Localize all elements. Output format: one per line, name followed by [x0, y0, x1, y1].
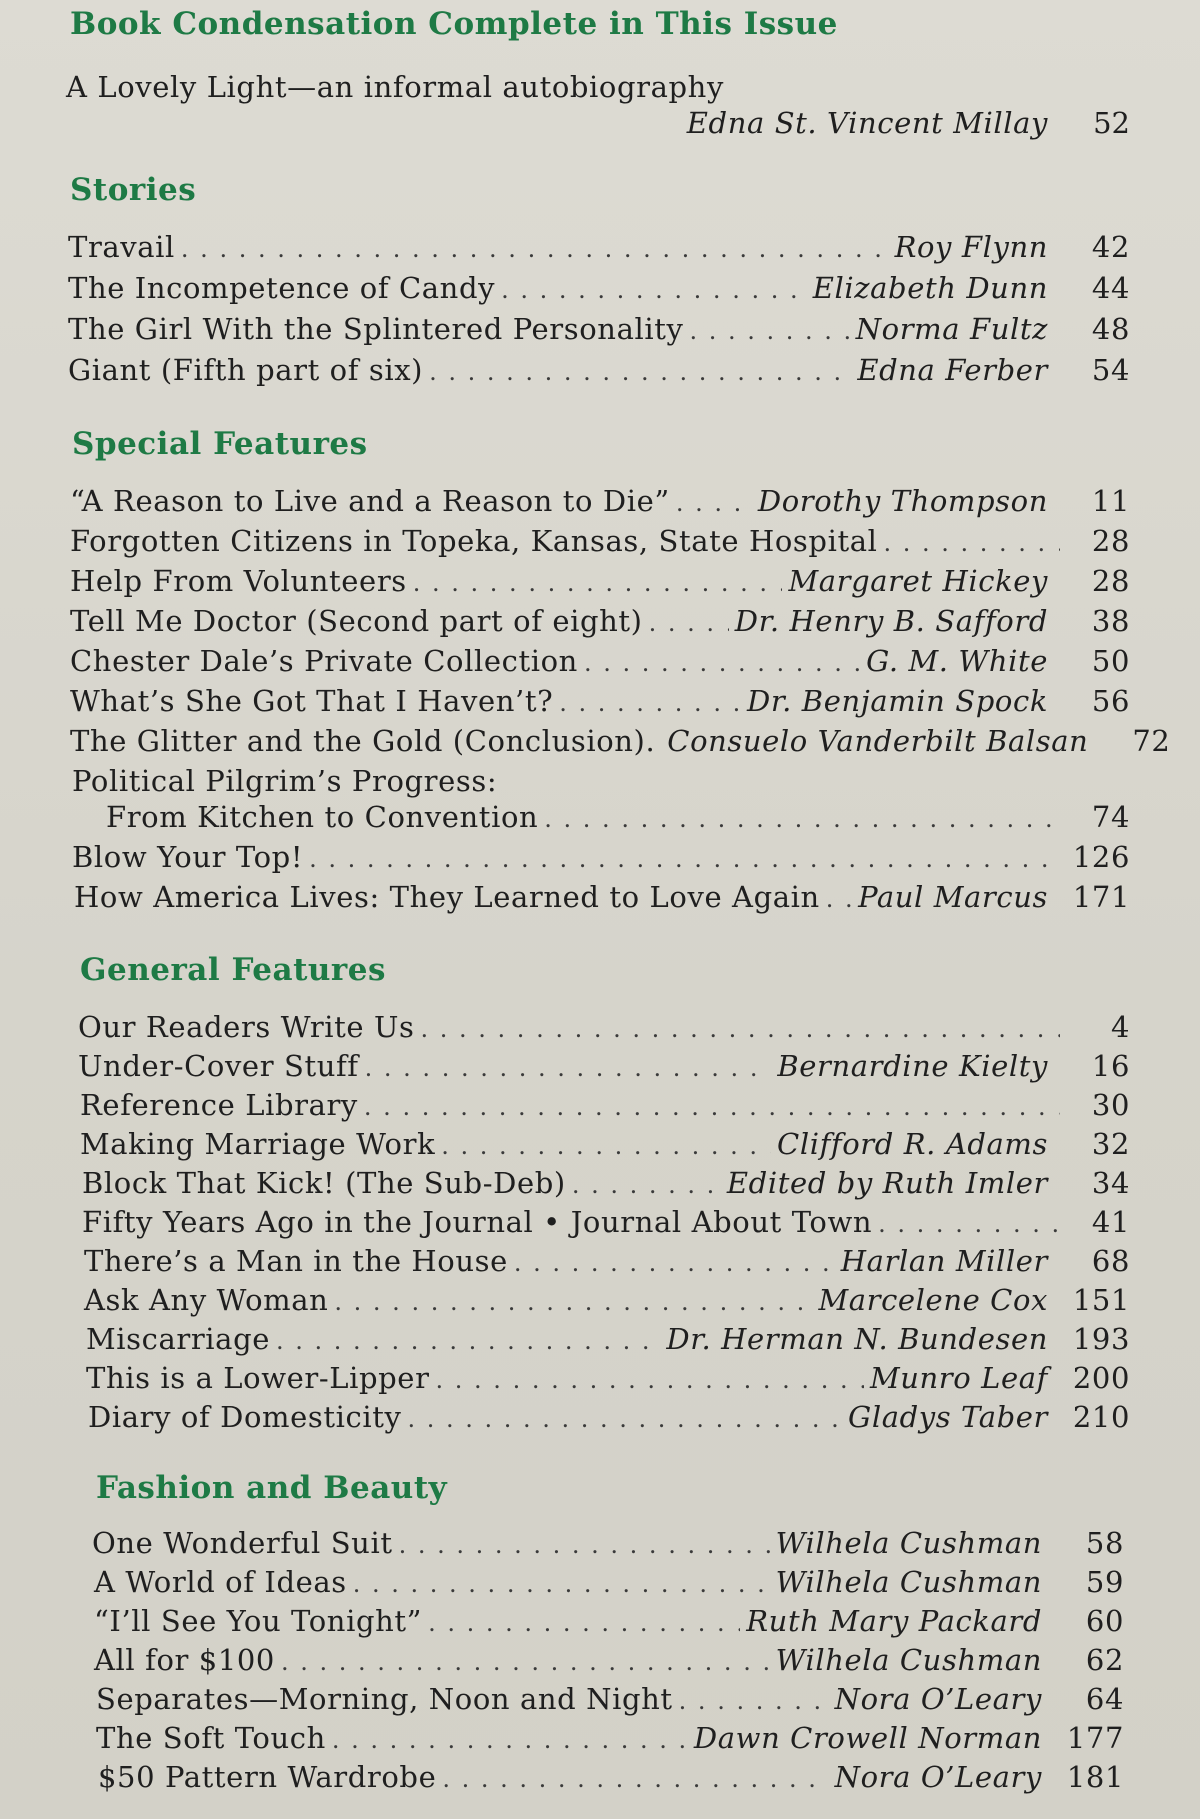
toc-entry-author: Munro Leaf [869, 1361, 1048, 1395]
toc-entry-page: 52 [1093, 106, 1130, 140]
dot-leader [878, 1210, 1060, 1238]
toc-entry-page: 54 [1091, 353, 1130, 387]
section-heading: General Features [80, 952, 386, 988]
toc-entry[interactable] [68, 230, 1130, 264]
toc-entry-title: “A Reason to Live and a Reason to Die” [70, 484, 670, 518]
toc-entry-author: Dawn Crowell Norman [693, 1721, 1042, 1755]
dot-leader [399, 1531, 770, 1559]
toc-entry[interactable] [80, 1127, 1130, 1161]
dot-leader [679, 1687, 829, 1715]
toc-entry-page: 28 [1091, 564, 1130, 598]
dot-leader [281, 1648, 770, 1676]
toc-entry-page: 32 [1091, 1127, 1130, 1161]
toc-entry-page: 28 [1091, 524, 1130, 558]
section-heading: Stories [70, 172, 197, 208]
toc-entry-title: One Wonderful Suit [92, 1526, 393, 1560]
toc-entry[interactable] [72, 840, 1130, 874]
toc-entry-title: Fifty Years Ago in the Journal • Journal About Town [82, 1205, 873, 1239]
dot-leader [334, 1288, 812, 1316]
dot-leader [559, 689, 741, 717]
toc-entry-title: Forgotten Citizens in Topeka, Kansas, State Hospital [70, 524, 878, 558]
toc-entry-author: Edna St. Vincent Millay [686, 106, 1048, 140]
dot-leader [826, 885, 852, 913]
section-heading: Special Features [72, 426, 368, 462]
dot-leader [676, 489, 752, 517]
toc-entry-title: Making Marriage Work [80, 1127, 436, 1161]
toc-entry-author: Elizabeth Dunn [812, 271, 1048, 305]
toc-entry-title: Travail [68, 230, 175, 264]
toc-entry-page: 193 [1072, 1322, 1130, 1356]
toc-entry[interactable] [68, 353, 1130, 387]
toc-entry[interactable] [70, 684, 1130, 718]
toc-entry-author: Clifford R. Adams [777, 1127, 1048, 1161]
toc-entry[interactable] [84, 1244, 1130, 1278]
toc-entry[interactable] [96, 1721, 1124, 1755]
dot-leader [429, 358, 851, 386]
toc-entry-title: This is a Lower-Lipper [86, 1361, 430, 1395]
dot-leader [883, 529, 1060, 557]
section-heading: Book Condensation Complete in This Issue [70, 6, 838, 42]
dot-leader [421, 1015, 1060, 1043]
dot-leader [413, 569, 783, 597]
toc-entry[interactable] [70, 484, 1130, 518]
toc-entry-page: 59 [1085, 1565, 1124, 1599]
toc-entry[interactable] [94, 1604, 1124, 1638]
toc-entry[interactable] [68, 271, 1130, 305]
toc-entry-page: 30 [1091, 1088, 1130, 1122]
toc-entry-title: Giant (Fifth part of six) [68, 353, 424, 387]
toc-entry-title: Our Readers Write Us [78, 1010, 415, 1044]
toc-entry[interactable] [80, 1088, 1130, 1122]
dot-leader [309, 845, 1060, 873]
toc-entry-page: 72 [1132, 724, 1171, 758]
toc-entry-title: Diary of Domesticity [88, 1400, 402, 1434]
toc-entry[interactable] [74, 880, 1130, 914]
toc-entry[interactable] [106, 800, 1130, 834]
toc-entry-title: The Soft Touch [96, 1721, 326, 1755]
toc-entry[interactable] [86, 1322, 1130, 1356]
dot-leader [365, 1054, 772, 1082]
dot-leader [584, 649, 860, 677]
toc-entry[interactable] [70, 604, 1130, 638]
dot-leader [544, 805, 1060, 833]
toc-entry-author: Ruth Mary Packard [746, 1604, 1042, 1638]
toc-entry-page: 151 [1072, 1283, 1130, 1317]
toc-entry-author: Norma Fultz [855, 312, 1048, 346]
toc-entry-page: 44 [1091, 271, 1130, 305]
toc-entry[interactable] [78, 1010, 1130, 1044]
toc-entry-title: Tell Me Doctor (Second part of eight) [70, 604, 643, 638]
toc-entry-author: Wilhela Cushman [775, 1565, 1042, 1599]
toc-entry-page: 64 [1085, 1682, 1124, 1716]
toc-entry-author: Wilhela Cushman [775, 1643, 1042, 1677]
toc-entry-author: Gladys Taber [848, 1400, 1048, 1434]
toc-entry-title: A Lovely Light—an informal autobiography [66, 70, 724, 104]
toc-entry-title: From Kitchen to Convention [106, 800, 539, 834]
toc-entry-author: Dr. Benjamin Spock [747, 684, 1048, 718]
toc-entry-author: Edited by Ruth Imler [726, 1166, 1048, 1200]
toc-entry-author: Consuelo Vanderbilt Balsan [667, 724, 1089, 758]
toc-entry-page: 41 [1091, 1205, 1130, 1239]
toc-entry[interactable] [96, 1682, 1124, 1716]
dot-leader [407, 1405, 842, 1433]
toc-entry-title: There’s a Man in the House [84, 1244, 508, 1278]
toc-entry-title: A World of Ideas [94, 1565, 347, 1599]
toc-entry-page: 68 [1091, 1244, 1130, 1278]
toc-entry-page: 42 [1091, 230, 1130, 264]
toc-entry-author: Marcelene Cox [818, 1283, 1048, 1317]
toc-entry[interactable] [94, 1643, 1124, 1677]
dot-leader [649, 609, 729, 637]
toc-entry-author: Nora O’Leary [834, 1760, 1042, 1794]
toc-entry-page: 171 [1072, 880, 1130, 914]
toc-entry-title: Under-Cover Stuff [78, 1049, 359, 1083]
toc-entry-title: Reference Library [80, 1088, 358, 1122]
toc-entry-title: The Girl With the Splintered Personality [68, 312, 684, 346]
dot-leader [436, 1366, 864, 1394]
toc-entry-title: Blow Your Top! [72, 840, 304, 874]
toc-entry[interactable] [68, 312, 1130, 346]
toc-entry-title: Political Pilgrim’s Progress: [72, 764, 498, 798]
toc-entry-title: The Glitter and the Gold (Conclusion). [70, 724, 656, 758]
section-heading: Fashion and Beauty [96, 1470, 448, 1506]
toc-entry-title: Block That Kick! (The Sub-Deb) [82, 1166, 566, 1200]
toc-entry-author: Dorothy Thompson [757, 484, 1048, 518]
toc-entry-page: 181 [1066, 1760, 1124, 1794]
toc-entry[interactable] [98, 1760, 1124, 1794]
toc-entry[interactable] [92, 1526, 1124, 1560]
toc-entry-page: 58 [1085, 1526, 1124, 1560]
dot-leader [181, 235, 889, 263]
toc-entry-page: 16 [1091, 1049, 1130, 1083]
toc-entry-author: G. M. White [866, 644, 1048, 678]
toc-entry-title: “I’ll See You Tonight” [94, 1604, 423, 1638]
toc-entry-page: 48 [1091, 312, 1130, 346]
dot-leader [276, 1327, 660, 1355]
toc-entry-author: Dr. Herman N. Bundesen [666, 1322, 1048, 1356]
dot-leader [514, 1249, 835, 1277]
toc-entry-page: 38 [1091, 604, 1130, 638]
toc-entry-page: 177 [1066, 1721, 1124, 1755]
toc-entry[interactable] [84, 1283, 1130, 1317]
toc-entry-byline [687, 106, 1130, 140]
toc-entry-page: 4 [1110, 1010, 1130, 1044]
toc-entry-title: Separates—Morning, Noon and Night [96, 1682, 673, 1716]
toc-entry-page: 34 [1091, 1166, 1130, 1200]
toc-entry-author: Margaret Hickey [788, 564, 1048, 598]
dot-leader [501, 276, 807, 304]
toc-entry-page: 62 [1085, 1643, 1124, 1677]
toc-entry-title: Chester Dale’s Private Collection [70, 644, 578, 678]
toc-entry-title: How America Lives: They Learned to Love Again [74, 880, 820, 914]
toc-entry-author: Dr. Henry B. Safford [734, 604, 1048, 638]
toc-entry-page: 210 [1072, 1400, 1130, 1434]
toc-entry-page: 126 [1072, 840, 1130, 874]
toc-entry[interactable] [70, 724, 1171, 758]
toc-entry-author: Harlan Miller [840, 1244, 1048, 1278]
toc-entry[interactable] [82, 1205, 1130, 1239]
toc-entry-page: 56 [1091, 684, 1130, 718]
toc-entry-title: All for $100 [94, 1643, 275, 1677]
toc-entry-title: Help From Volunteers [70, 564, 407, 598]
dot-leader [442, 1765, 828, 1793]
dot-leader [428, 1609, 740, 1637]
toc-entry-page: 11 [1091, 484, 1130, 518]
toc-entry[interactable] [82, 1166, 1130, 1200]
dot-leader [441, 1132, 771, 1160]
toc-entry[interactable] [78, 1049, 1130, 1083]
toc-entry-title: Miscarriage [86, 1322, 270, 1356]
dot-leader [364, 1093, 1060, 1121]
dot-leader [353, 1570, 770, 1598]
toc-entry-author: Paul Marcus [858, 880, 1048, 914]
toc-entry-author: Wilhela Cushman [775, 1526, 1042, 1560]
dot-leader [332, 1726, 688, 1754]
toc-entry-author: Edna Ferber [857, 353, 1048, 387]
dot-leader [572, 1171, 721, 1199]
toc-entry[interactable] [88, 1400, 1130, 1434]
toc-entry-title: The Incompetence of Candy [68, 271, 496, 305]
toc-entry-author: Bernardine Kielty [777, 1049, 1048, 1083]
toc-entry[interactable] [70, 524, 1130, 558]
toc-entry-author: Nora O’Leary [834, 1682, 1042, 1716]
toc-entry-title: $50 Pattern Wardrobe [98, 1760, 437, 1794]
toc-entry-page: 60 [1085, 1604, 1124, 1638]
toc-entry-page: 200 [1072, 1361, 1130, 1395]
toc-entry[interactable] [70, 644, 1130, 678]
toc-entry[interactable] [70, 564, 1130, 598]
dot-leader [689, 317, 849, 345]
toc-entry-title: What’s She Got That I Haven’t? [70, 684, 554, 718]
toc-entry-title: Ask Any Woman [84, 1283, 329, 1317]
toc-entry-author: Roy Flynn [894, 230, 1048, 264]
toc-entry[interactable] [86, 1361, 1130, 1395]
toc-entry-page: 74 [1091, 800, 1130, 834]
toc-entry[interactable] [94, 1565, 1124, 1599]
toc-entry-page: 50 [1091, 644, 1130, 678]
